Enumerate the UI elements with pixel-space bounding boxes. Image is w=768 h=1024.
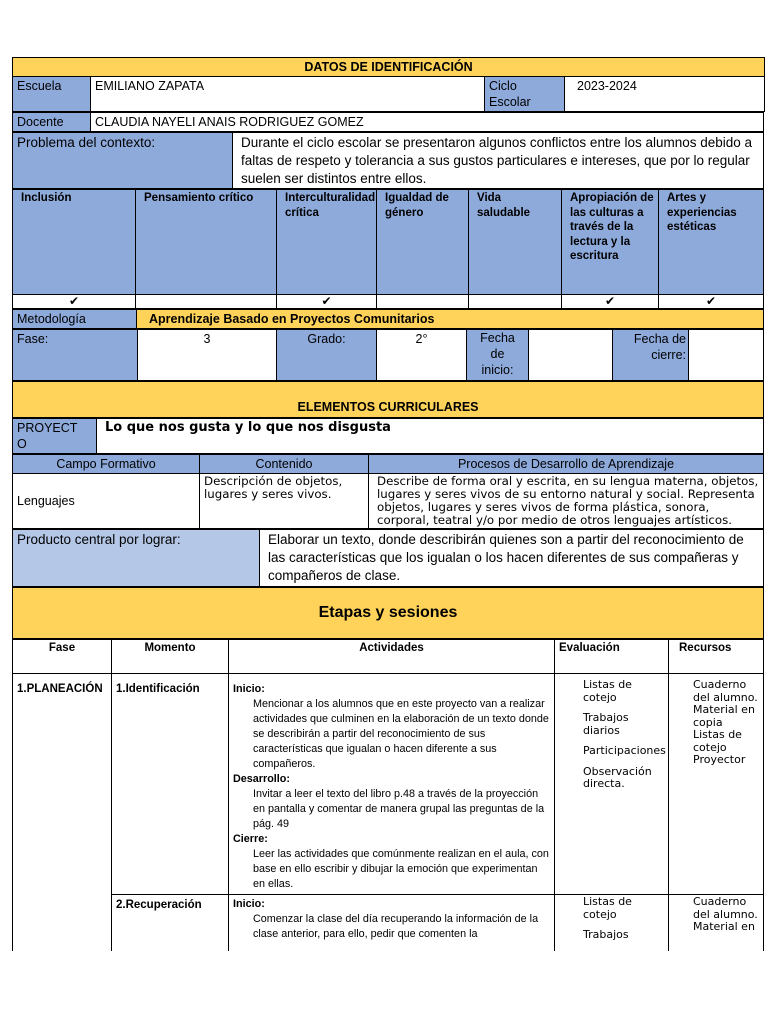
recurso-item: Cuaderno del alumno. <box>693 678 758 704</box>
eje-label: Igualdad de género <box>377 190 469 295</box>
metodologia-label: Metodología <box>13 310 137 329</box>
ejes-labels-row <box>13 190 764 295</box>
contenido-value: Descripción de objetos, lugares y seres vivos. <box>200 474 369 529</box>
fase-value: 3 <box>138 330 277 381</box>
eje-check-icon <box>136 295 277 309</box>
eje-label: Apropiación de las culturas a través de la lectura y la escritura <box>562 190 659 295</box>
fase-table <box>12 329 764 381</box>
etapas-title: Etapas y sesiones <box>13 588 764 639</box>
cierre-text: Leer las actividades que comúnmente realizan en el aula, con base en ello escribir y dibujar la emoción que experimentan en ellas. <box>253 848 549 890</box>
contenido-header: Contenido <box>200 455 369 474</box>
ejes-table <box>12 189 764 309</box>
problema-value: Durante el ciclo escolar se presentaron algunos conflictos entre los alumnos debido a faltas de respeto y tolerancia a sus gustos particulares e intereses, que por lo regular suelen ser distintos entre ellos. <box>233 133 764 189</box>
curriculares-title: ELEMENTOS CURRICULARES <box>13 382 764 418</box>
campo-value: Lenguajes <box>13 474 200 529</box>
recurso-item: Cuaderno del alumno. <box>693 895 758 921</box>
cierre-label: Cierre: <box>233 833 268 845</box>
eje-check-icon: ✔ <box>659 295 764 309</box>
eje-label: Inclusión <box>13 190 136 295</box>
grado-label: Grado: <box>277 330 377 381</box>
escuela-value: EMILIANO ZAPATA <box>91 77 485 112</box>
recurso-item: Proyector <box>693 753 746 766</box>
recurso-item: Listas de cotejo <box>693 728 742 754</box>
fecha-cierre-label: Fecha de cierre: <box>613 330 689 381</box>
header-evaluacion: Evaluación <box>555 640 669 674</box>
grado-value: 2° <box>377 330 467 381</box>
campo-header: Campo Formativo <box>13 455 200 474</box>
eje-check-icon: ✔ <box>13 295 136 309</box>
eje-label: Artes y experiencias estéticas <box>659 190 764 295</box>
actividades-identificacion <box>229 674 555 895</box>
header-fase: Fase <box>13 640 112 674</box>
desarrollo-label: Desarrollo: <box>233 773 290 785</box>
recurso-item: Material en copia <box>693 703 755 729</box>
header-recursos: Recursos <box>669 640 764 674</box>
etapas-table <box>12 639 764 951</box>
docente-value: CLAUDIA NAYELI ANAIS RODRIGUEZ GOMEZ <box>91 113 764 132</box>
proyecto-value: Lo que nos gusta y lo que nos disgusta <box>97 419 764 454</box>
escuela-label: Escuela <box>13 77 91 112</box>
pda-header: Procesos de Desarrollo de Aprendizaje <box>369 455 764 474</box>
curriculares-table <box>12 381 764 418</box>
ejes-checks-row <box>13 295 764 309</box>
eje-check-icon: ✔ <box>277 295 377 309</box>
recursos-identificacion <box>669 674 764 895</box>
metodologia-table <box>12 309 764 329</box>
eje-label: Vida saludable <box>469 190 562 295</box>
producto-value: Elaborar un texto, donde describirán quienes son a partir del reconocimiento de las características que los igualan o los hacen diferentes de sus compañeras y compañeros de clase. <box>260 530 764 587</box>
inicio-label: Inicio: <box>233 898 265 910</box>
problema-table <box>12 132 764 189</box>
evaluacion-item: Trabajos diarios <box>583 711 629 737</box>
evaluacion-item: Participaciones <box>583 744 666 757</box>
fase-planeacion: 1.PLANEACIÓN <box>13 674 112 951</box>
header-actividades: Actividades <box>229 640 555 674</box>
desarrollo-text: Invitar a leer el texto del libro p.48 a través de la proyección en pantalla y comentar de manera grupal las preguntas de la pág. 49 <box>253 788 545 830</box>
proyecto-table <box>12 418 764 454</box>
planning-document <box>12 57 764 951</box>
problema-label: Problema del contexto: <box>13 133 233 189</box>
eje-check-icon: ✔ <box>562 295 659 309</box>
evaluacion-item: Trabajos <box>583 928 629 941</box>
ciclo-label: Ciclo Escolar <box>485 77 565 112</box>
inicio-label: Inicio: <box>233 683 265 695</box>
recurso-item: Material en <box>693 920 755 933</box>
header-momento: Momento <box>112 640 229 674</box>
momento-identificacion: 1.Identificación <box>112 674 229 895</box>
eje-label: Pensamiento crítico <box>136 190 277 295</box>
eje-check-icon <box>377 295 469 309</box>
fecha-cierre-value <box>689 330 764 381</box>
momento-recuperacion: 2.Recuperación <box>112 895 229 951</box>
producto-table <box>12 529 764 587</box>
evaluacion-item: Listas de cotejo <box>583 895 632 921</box>
inicio-text: Mencionar a los alumnos que en este proyecto van a realizar actividades que culminen en la elaboración de un texto donde se describirán a partir del reconocimiento de sus características que igualan o hacen diferente a sus compañeros. <box>253 698 549 770</box>
pda-value: Describe de forma oral y escrita, en su lengua materna, objetos, lugares y seres vivos de su entorno natural y social. Representa objetos, lugares y seres vivos de forma plástica, sonora, corporal, teatral y/o por medio de otros lenguajes artísticos. <box>369 474 764 529</box>
recursos-recuperacion <box>669 895 764 951</box>
evaluacion-identificacion <box>555 674 669 895</box>
inicio-text: Comenzar la clase del día recuperando la información de la clase anterior, para ello, pedir que comenten la <box>253 913 539 940</box>
fecha-inicio-value <box>529 330 613 381</box>
identification-table <box>12 57 765 112</box>
producto-label: Producto central por lograr: <box>13 530 260 587</box>
campo-table <box>12 454 764 529</box>
evaluacion-item: Listas de cotejo <box>583 678 632 704</box>
actividades-recuperacion <box>229 895 555 951</box>
eje-label: Interculturalidad crítica <box>277 190 377 295</box>
docente-table <box>12 112 764 132</box>
fecha-inicio-label: Fecha de inicio: <box>467 330 529 381</box>
identification-title: DATOS DE IDENTIFICACIÓN <box>13 58 765 77</box>
metodologia-value: Aprendizaje Basado en Proyectos Comunitarios <box>137 310 764 329</box>
evaluacion-item: Observación directa. <box>583 764 652 790</box>
fase-label: Fase: <box>13 330 138 381</box>
ciclo-value: 2023-2024 <box>565 77 765 112</box>
etapas-title-table <box>12 587 764 639</box>
docente-label: Docente <box>13 113 91 132</box>
evaluacion-recuperacion <box>555 895 669 951</box>
eje-check-icon <box>469 295 562 309</box>
proyecto-label: PROYECTO <box>13 419 97 454</box>
